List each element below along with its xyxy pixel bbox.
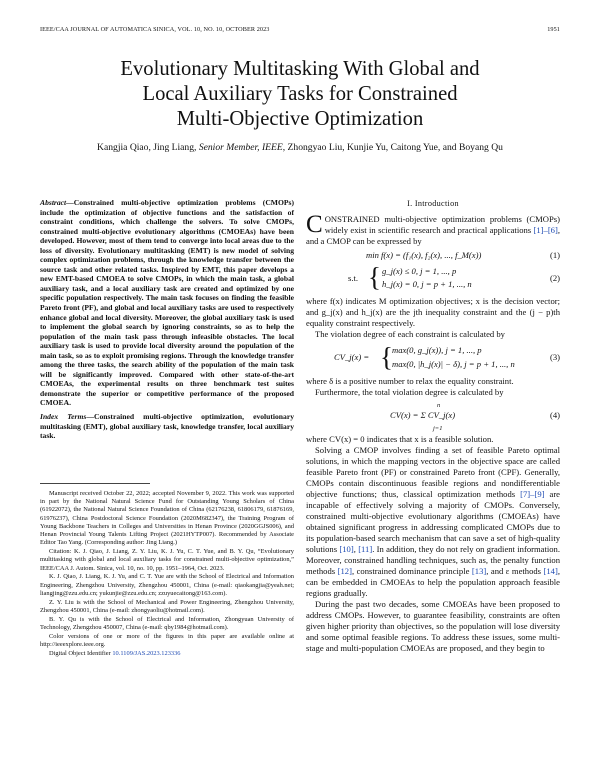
paragraph: where f(x) indicates M optimization objectives; x is the decision vector; and g_j(x) and h_j(x) are the jth inequality constraint and the (j − p)th equality constraint respectively. <box>306 296 560 328</box>
equation-number: (2) <box>549 273 560 283</box>
abstract-lead: Abstract <box>40 198 67 207</box>
footnote-color-versions: Color versions of one or more of the figures in this paper are available online at http://ieeexplore.ieee.org. <box>40 632 294 649</box>
paragraph: During the past two decades, some CMOEAs have been proposed to address CMOPs. However, to guarantee feasibility, constraints are often given higher priority than objectives, so the population will lose diversity and some optimal feasible regions. To address these issues, some multi-stage and multi-population CMOEAs are proposed, and they begin to <box>306 599 560 653</box>
equation-number: (1) <box>549 250 560 260</box>
citation-link[interactable]: [11] <box>358 544 373 554</box>
citation-link[interactable]: [13] <box>471 566 487 576</box>
title-line-1: Evolutionary Multitasking With Global and <box>120 58 480 80</box>
page-number: 1951 <box>547 26 560 33</box>
right-column <box>306 198 560 654</box>
footnote-affiliation-3: B. Y. Qu is with the School of Electrical and Information, Zhongyuan University of Technology, Zhengzhou 450007, China (e-mail: qby1984@hotmail.com). <box>40 615 294 631</box>
author-role: Senior Member, IEEE <box>198 142 283 153</box>
running-header <box>40 26 560 36</box>
paragraph: Solving a CMOP involves finding a set of feasible Pareto optimal solutions, in which the mapping vectors in the objective space are called feasible Pareto front (PF) or constrained Pareto front (CPF). Generally, CMOPs contain discontinuous feasible regions and nondifferentiable objective functions; thus, classical optimization methods [7]–[9] are incapable of effectively solving a majority of CMOPs. Conversely, constrained multi-objective evolutionary algorithms (CMOEAs) have obtained significant progress in addressing complicated CMOPs due to its population-based search mechanism that can save a set of high-quality solutions [10], [11]. In addition, they do not rely on gradient information. Moreover, constrained handling techniques, such as, the penalty function methods [12], constrained dominance principle [13], and ε methods [14], can be embedded in CMOEAs to help the population approach feasible regions gradually. <box>306 445 560 598</box>
left-column <box>40 198 294 441</box>
paragraph: where δ is a positive number to relax the equality constraint. <box>306 376 514 386</box>
doi-line: Digital Object Identifier 10.1109/JAS.2023.123336 <box>49 649 181 657</box>
left-brace: { <box>380 342 393 372</box>
equation-2: s.t. { g_j(x) ≤ 0, j = 1, ..., p h_j(x) = 0, j = p + 1, ..., n (2) <box>348 262 560 292</box>
title-line-3: Multi-Objective Optimization <box>176 108 424 130</box>
citation-link[interactable]: [12] <box>337 566 352 576</box>
equation-3: CV_j(x) = { max(0, g_j(x)), j = 1, ..., p max(0, |h_j(x)| − δ), j = p + 1, ..., n (3) <box>334 342 560 372</box>
equation-1: min f(x) = (f₁(x), f₂(x), ..., f_M(x)) (1) <box>366 250 560 260</box>
paragraph: where CV(x) = 0 indicates that x is a feasible solution. <box>306 434 494 444</box>
dropcap: C <box>306 211 323 238</box>
title-line-2: Local Auxiliary Tasks for Constrained <box>142 83 458 105</box>
paragraph: The violation degree of each constraint is calculated by <box>315 329 505 339</box>
footnote-citation: Citation: K. J. Qiao, J. Liang, Z. Y. Liu, K. J. Yu, C. T. Yue, and B. Y. Qu, “Evolutionary multitasking with global and local auxiliary tasks for constrained multi-objective optimization,” IEEE/CAA J. Autom. Sinica, vol. 10, no. 10, pp. 1951–1964, Oct. 2023. <box>40 548 294 572</box>
paper-title <box>40 57 560 132</box>
footnotes <box>40 490 294 659</box>
citation-link[interactable]: [7]–[9] <box>520 489 545 499</box>
intro-paragraph: CONSTRAINED multi-objective optimization problems (CMOPs) widely exist in scientific research and practical applications [1]–[6], and a CMOP can be expressed by <box>306 211 560 246</box>
doi-link[interactable]: 10.1109/JAS.2023.123336 <box>112 649 181 657</box>
index-terms-lead: Index Terms <box>40 412 87 422</box>
citation-link[interactable]: [1]–[6] <box>533 225 558 235</box>
equation-4: n CV(x) = Σ CV_j(x) j=1 (4) <box>390 402 560 432</box>
index-terms-text: —Constrained multi-objective optimization, evolutionary multitasking (EMT), global auxiliary task, knowledge transfer, local auxiliary task. <box>40 412 294 441</box>
footnote-affiliation-2: Z. Y. Liu is with the School of Mechanical and Power Engineering, Zhengzhou University, Zhengzhou 450001, China (e-mail: zhongyaoliu@hotmail.com). <box>40 598 294 614</box>
citation-link[interactable]: [14] <box>543 566 558 576</box>
abstract <box>40 198 294 408</box>
footnote-affiliation-1: K. J. Qiao, J. Liang, K. J. Yu, and C. T. Yue are with the School of Electrical and Information Engineering, Zhengzhou University, Zhengzhou 450001, China (e-mail: qiaokangjia@yeah.net; liangjing@zzu.edu.cn; yukunjie@zzu.edu.cn; zzuyuecaitong@163.com). <box>40 573 294 597</box>
abstract-text: —Constrained multi-objective optimization problems (CMOPs) include the optimization of objective functions and the satisfaction of constraint conditions, which challenge the solvers. To solve CMOPs, constrained multi-objective evolutionary algorithms (CMOEAs) have been developed. However, most of them tend to converge into local areas due to the loss of diversity. Evolutionary multitasking (EMT) is new model of solving complex optimization problems, through the knowledge transfer between the source task and other related tasks. Inspired by EMT, this paper develops a new EMT-based CMOEA to solve CMOPs, in which the main task, a global auxiliary task, and a local auxiliary task are created and optimized by one specific population respectively. The main task focuses on finding the feasible Pareto front (PF), and global and local auxiliary tasks are used to respectively enhance global and local diversity. Moreover, the global auxiliary task is used to implement the global search by ignoring constraints, so as to help the population of the main task pass through infeasible obstacles. The local auxiliary task is used to provide local diversity around the population of the main task, so as to exploit promising regions. Through the knowledge transfer among the three tasks, the search ability of the population of the main task will be significantly improved. Compared with other state-of-the-art CMOEAs, the experimental results on three benchmark test suites demonstrate the superior or competitive performance of the proposed CMOEA. <box>40 198 294 408</box>
paragraph: Furthermore, the total violation degree is calculated by <box>315 387 504 397</box>
footnote-divider <box>40 483 150 484</box>
footnote-manuscript: Manuscript received October 22, 2022; accepted November 9, 2022. This work was supported in part by the National Natural Science Fund for Outstanding Young Scholars of China (61922072), the National Natural Science Foundation of China (62176238, 61806179, 61876169, 61976237), China Postdoctoral Science Foundation (2020M682347), the Training Program of Young Backbone Teachers in Colleges and Universities in Henan Province (2020GGJS006), and Henan Provincial Young Talents Lifting Project (2021HYTP007). Recommended by Associate Editor Tao Yang. (Corresponding author: Jing Liang.) <box>40 490 294 547</box>
left-brace: { <box>368 262 381 292</box>
journal-name: IEEE/CAA JOURNAL OF AUTOMATICA SINICA, VOL. 10, NO. 10, OCTOBER 2023 <box>40 26 270 33</box>
equation-number: (4) <box>549 410 560 420</box>
author-list: Kangjia Qiao, Jing Liang, Senior Member, IEEE, Zhongyao Liu, Kunjie Yu, Caitong Yue, and Boyang Qu <box>97 142 503 153</box>
index-terms <box>40 412 294 441</box>
equation-number: (3) <box>549 352 560 362</box>
citation-link[interactable]: [10] <box>339 544 354 554</box>
section-heading: I. Introduction <box>407 199 459 208</box>
